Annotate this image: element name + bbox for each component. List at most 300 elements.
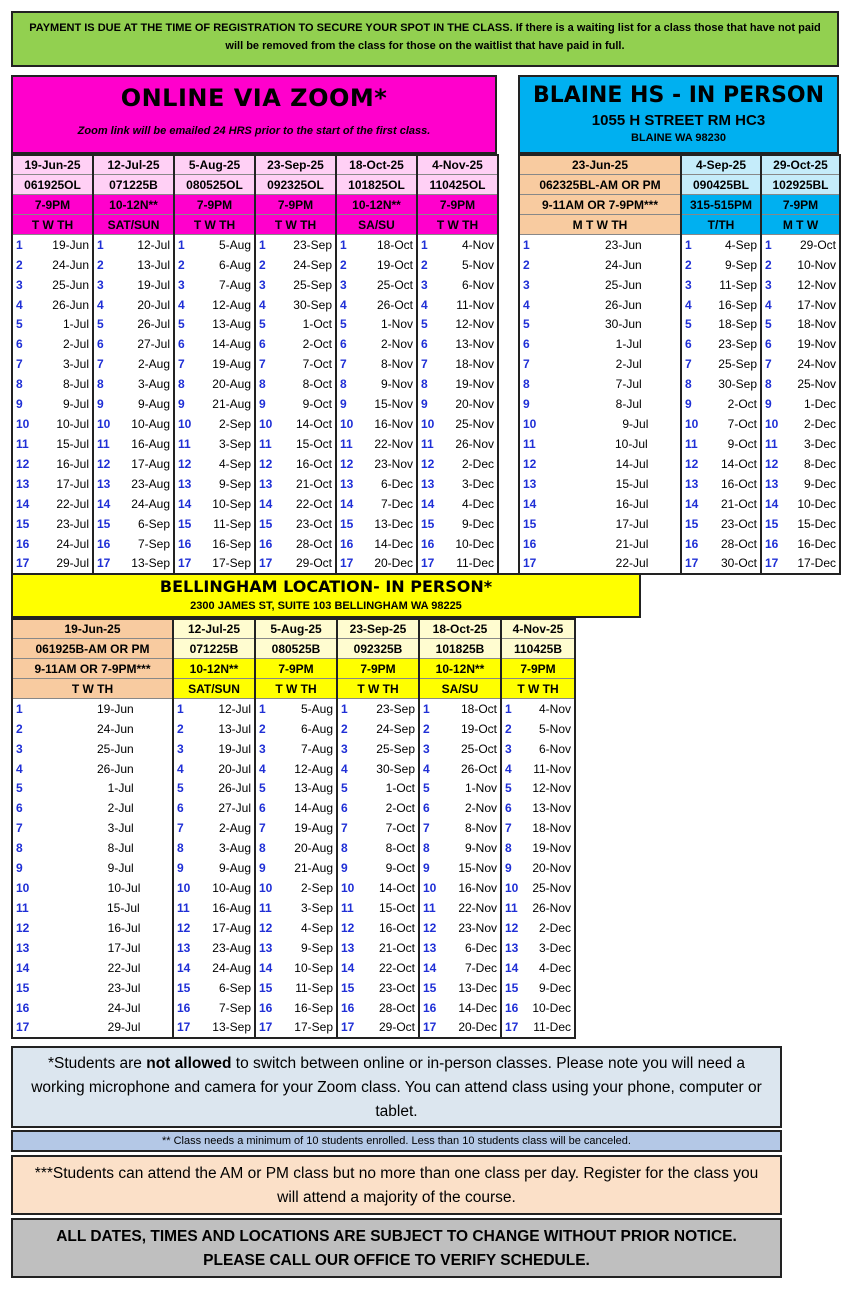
session-number: 9 <box>259 397 266 412</box>
session-cell <box>417 414 498 434</box>
session-number: 15 <box>177 980 191 995</box>
session-date: 9-Nov <box>380 377 413 392</box>
session-date: 16-Nov <box>374 417 413 432</box>
session-date: 7-Oct <box>727 417 757 432</box>
session-date: 3-Dec <box>538 940 571 955</box>
session-number: 12 <box>177 921 191 936</box>
session-date: 9-Sep <box>300 940 333 955</box>
session-number: 14 <box>505 960 519 975</box>
session-date: 30-Sep <box>718 377 757 392</box>
session-date: 11-Nov <box>456 297 494 312</box>
session-cell <box>501 798 575 818</box>
session-cell <box>337 878 419 898</box>
table-row <box>519 374 840 394</box>
session-date: 3-Sep <box>218 437 251 452</box>
session-number: 13 <box>259 476 273 491</box>
session-date: 3-Aug <box>218 841 251 856</box>
session-date: 19-Nov <box>455 377 494 392</box>
session-date: 9-Oct <box>302 397 332 412</box>
session-date: 13-Aug <box>212 317 251 332</box>
session-date: 15-Dec <box>797 516 836 531</box>
session-date: 16-Jul <box>56 457 89 472</box>
session-date: 13-Sep <box>212 1020 251 1035</box>
session-number: 15 <box>423 980 437 995</box>
session-number: 5 <box>523 317 530 332</box>
session-cell <box>337 759 419 779</box>
session-number: 8 <box>505 841 512 856</box>
session-cell <box>173 878 255 898</box>
session-cell <box>255 739 337 759</box>
session-number: 17 <box>16 556 30 571</box>
session-number: 12 <box>421 457 435 472</box>
session-number: 1 <box>16 701 23 716</box>
session-date: 4-Sep <box>724 237 757 252</box>
session-cell <box>519 374 681 394</box>
session-cell <box>174 334 255 354</box>
session-date: 7-Sep <box>137 536 170 551</box>
session-cell <box>255 878 337 898</box>
session-number: 7 <box>685 357 692 372</box>
session-cell <box>336 494 417 514</box>
session-number: 14 <box>177 960 191 975</box>
session-date: 1-Nov <box>380 317 413 332</box>
session-cell <box>417 474 498 494</box>
session-cell <box>519 414 681 434</box>
session-date: 7-Oct <box>385 821 415 836</box>
session-date: 16-Dec <box>797 536 836 551</box>
session-number: 4 <box>423 761 430 776</box>
session-number: 1 <box>178 237 185 252</box>
session-number: 1 <box>765 237 772 252</box>
session-number: 6 <box>16 801 23 816</box>
column-header-code: 080525B <box>255 639 337 659</box>
column-header-start: 19-Jun-25 <box>12 155 93 175</box>
session-number: 17 <box>178 556 192 571</box>
session-number: 7 <box>341 821 348 836</box>
table-row <box>12 394 498 414</box>
column-header-start: 23-Sep-25 <box>255 155 336 175</box>
session-date: 3-Dec <box>803 437 836 452</box>
session-date: 22-Jul <box>107 960 141 975</box>
session-date: 25-Nov <box>455 417 494 432</box>
session-number: 10 <box>259 417 273 432</box>
session-number: 1 <box>177 701 184 716</box>
session-cell <box>336 474 417 494</box>
session-cell <box>174 354 255 374</box>
session-cell <box>174 394 255 414</box>
session-date: 2-Sep <box>300 881 333 896</box>
session-cell <box>501 1018 575 1038</box>
session-number: 9 <box>505 861 512 876</box>
session-cell <box>419 739 501 759</box>
column-header-time: 10-12N** <box>336 195 417 215</box>
session-date: 6-Nov <box>461 277 494 292</box>
table-row <box>12 898 575 918</box>
bellingham-section-header <box>11 573 641 618</box>
session-date: 16-Sep <box>294 1000 333 1015</box>
session-date: 29-Oct <box>295 556 332 571</box>
session-date: 23-Oct <box>720 516 757 531</box>
session-cell <box>255 494 336 514</box>
blaine-address: 1055 H STREET RM HC3 <box>591 112 766 129</box>
session-number: 14 <box>523 496 537 511</box>
session-number: 15 <box>340 516 354 531</box>
session-date: 24-Sep <box>293 257 332 272</box>
session-date: 2-Aug <box>218 821 251 836</box>
table-row <box>12 374 498 394</box>
session-date: 7-Jul <box>615 377 642 392</box>
session-number: 17 <box>423 1020 437 1035</box>
session-date: 1-Oct <box>302 317 332 332</box>
column-header-start: 12-Jul-25 <box>173 619 255 639</box>
session-number: 7 <box>16 821 23 836</box>
session-date: 25-Jun <box>96 741 134 756</box>
session-date: 27-Jul <box>218 801 251 816</box>
session-number: 4 <box>341 761 348 776</box>
session-number: 7 <box>765 357 772 372</box>
column-header-start: 5-Aug-25 <box>255 619 337 639</box>
session-date: 4-Dec <box>538 960 571 975</box>
session-cell <box>12 474 93 494</box>
session-cell <box>174 374 255 394</box>
session-cell <box>419 838 501 858</box>
session-date: 14-Aug <box>294 801 333 816</box>
session-date: 24-Jul <box>107 1000 141 1015</box>
session-date: 5-Aug <box>300 701 333 716</box>
table-row <box>519 295 840 315</box>
session-date: 9-Oct <box>727 437 757 452</box>
session-cell <box>519 295 681 315</box>
session-date: 10-Jul <box>107 881 141 896</box>
session-number: 5 <box>685 317 692 332</box>
session-number: 9 <box>340 397 347 412</box>
session-cell <box>173 798 255 818</box>
session-number: 14 <box>16 960 30 975</box>
session-cell <box>12 978 173 998</box>
session-number: 11 <box>685 437 698 452</box>
session-date: 19-Jun <box>52 237 89 252</box>
session-date: 26-Nov <box>532 901 571 916</box>
session-date: 23-Sep <box>376 701 415 716</box>
table-row <box>12 759 575 779</box>
column-header-start: 4-Sep-25 <box>681 155 761 175</box>
session-number: 7 <box>177 821 184 836</box>
session-number: 9 <box>178 397 185 412</box>
session-cell <box>501 998 575 1018</box>
session-number: 2 <box>259 257 266 272</box>
session-cell <box>173 978 255 998</box>
bellingham-schedule-table <box>11 618 576 1039</box>
session-number: 9 <box>421 397 428 412</box>
session-number: 6 <box>421 337 428 352</box>
session-cell <box>93 374 174 394</box>
session-cell <box>501 878 575 898</box>
session-cell <box>255 759 337 779</box>
session-cell <box>419 958 501 978</box>
session-number: 5 <box>423 781 430 796</box>
session-number: 16 <box>765 536 779 551</box>
column-header-code: 092325OL <box>255 175 336 195</box>
session-cell <box>519 534 681 554</box>
session-date: 11-Dec <box>456 556 494 571</box>
session-date: 4-Dec <box>461 496 494 511</box>
column-header-days: T W TH <box>255 679 337 699</box>
session-cell <box>93 354 174 374</box>
session-number: 3 <box>177 741 184 756</box>
session-cell <box>419 878 501 898</box>
table-row <box>519 534 840 554</box>
session-number: 15 <box>341 980 355 995</box>
session-number: 9 <box>259 861 266 876</box>
session-number: 5 <box>421 317 428 332</box>
session-number: 10 <box>178 417 192 432</box>
session-number: 8 <box>421 377 428 392</box>
session-cell <box>174 255 255 275</box>
session-cell <box>255 434 336 454</box>
session-cell <box>12 798 173 818</box>
session-date: 26-Jul <box>218 781 251 796</box>
session-number: 9 <box>16 861 23 876</box>
table-row <box>12 958 575 978</box>
column-header-code: 101825OL <box>336 175 417 195</box>
bellingham-address: 2300 JAMES ST, SUITE 103 BELLINGHAM WA 98225 <box>190 600 462 612</box>
session-date: 25-Sep <box>376 741 415 756</box>
session-number: 3 <box>16 741 23 756</box>
table-row <box>12 315 498 335</box>
session-cell <box>255 998 337 1018</box>
session-cell <box>173 838 255 858</box>
session-number: 11 <box>259 437 272 452</box>
session-date: 5-Nov <box>461 257 494 272</box>
column-header-code: 092325B <box>337 639 419 659</box>
session-cell <box>173 779 255 799</box>
session-date: 13-Dec <box>374 516 413 531</box>
session-date: 22-Jul <box>615 556 649 571</box>
session-cell <box>255 315 336 335</box>
session-cell <box>417 275 498 295</box>
session-cell <box>519 474 681 494</box>
session-cell <box>419 1018 501 1038</box>
session-cell <box>337 938 419 958</box>
session-cell <box>12 534 93 554</box>
session-date: 11-Sep <box>213 516 251 531</box>
session-date: 12-Jul <box>218 701 251 716</box>
column-header-code: 080525OL <box>174 175 255 195</box>
session-date: 13-Aug <box>294 781 333 796</box>
session-date: 14-Oct <box>295 417 332 432</box>
session-date: 12-Nov <box>532 781 571 796</box>
table-row <box>12 818 575 838</box>
session-number: 9 <box>97 397 104 412</box>
session-number: 11 <box>97 437 110 452</box>
session-number: 12 <box>340 457 354 472</box>
session-cell <box>419 918 501 938</box>
session-cell <box>12 838 173 858</box>
session-number: 16 <box>340 536 354 551</box>
session-cell <box>336 394 417 414</box>
session-number: 8 <box>97 377 104 392</box>
table-row <box>12 454 498 474</box>
session-date: 24-Nov <box>797 357 836 372</box>
session-date: 25-Nov <box>797 377 836 392</box>
session-number: 12 <box>765 457 779 472</box>
session-date: 13-Jul <box>218 721 251 736</box>
session-date: 18-Sep <box>718 317 757 332</box>
session-cell <box>417 295 498 315</box>
session-date: 9-Aug <box>137 397 170 412</box>
online-section-header <box>11 75 497 154</box>
session-cell <box>501 719 575 739</box>
session-date: 20-Nov <box>532 861 571 876</box>
session-number: 15 <box>259 516 273 531</box>
session-cell <box>255 534 336 554</box>
session-number: 12 <box>341 921 355 936</box>
session-cell <box>255 235 336 255</box>
session-cell <box>255 295 336 315</box>
session-date: 8-Jul <box>62 377 89 392</box>
session-cell <box>255 818 337 838</box>
session-cell <box>417 494 498 514</box>
session-number: 2 <box>16 721 23 736</box>
session-number: 7 <box>97 357 104 372</box>
session-number: 10 <box>177 881 191 896</box>
session-date: 24-Sep <box>376 721 415 736</box>
session-date: 9-Jul <box>107 861 134 876</box>
session-cell <box>417 554 498 574</box>
session-date: 30-Oct <box>720 556 757 571</box>
session-cell <box>761 354 840 374</box>
session-number: 6 <box>259 337 266 352</box>
session-cell <box>501 938 575 958</box>
session-date: 3-Dec <box>461 476 494 491</box>
session-date: 26-Jul <box>137 317 170 332</box>
column-header-time: 9-11AM OR 7-9PM*** <box>12 659 173 679</box>
session-date: 14-Jul <box>615 457 649 472</box>
session-cell <box>337 699 419 719</box>
session-date: 26-Oct <box>376 297 413 312</box>
session-cell <box>519 494 681 514</box>
session-number: 11 <box>341 901 354 916</box>
session-number: 6 <box>523 337 530 352</box>
session-cell <box>173 739 255 759</box>
session-number: 8 <box>341 841 348 856</box>
table-row <box>12 514 498 534</box>
session-number: 10 <box>765 417 779 432</box>
session-number: 9 <box>177 861 184 876</box>
session-number: 1 <box>259 237 266 252</box>
session-number: 12 <box>16 921 30 936</box>
session-cell <box>761 255 840 275</box>
session-date: 18-Oct <box>376 237 413 252</box>
session-cell <box>417 534 498 554</box>
session-date: 18-Nov <box>797 317 836 332</box>
session-number: 3 <box>421 277 428 292</box>
session-number: 16 <box>259 1000 273 1015</box>
session-date: 15-Oct <box>295 437 332 452</box>
session-date: 3-Jul <box>62 357 89 372</box>
column-header-start: 29-Oct-25 <box>761 155 840 175</box>
session-cell <box>12 514 93 534</box>
session-cell <box>255 474 336 494</box>
blaine-section-header <box>518 75 839 154</box>
table-row <box>12 978 575 998</box>
session-number: 11 <box>421 437 434 452</box>
session-cell <box>337 798 419 818</box>
session-cell <box>681 434 761 454</box>
session-number: 5 <box>177 781 184 796</box>
session-cell <box>419 779 501 799</box>
session-number: 8 <box>177 841 184 856</box>
session-cell <box>681 235 761 255</box>
session-number: 16 <box>505 1000 519 1015</box>
session-cell <box>12 235 93 255</box>
session-number: 13 <box>340 476 354 491</box>
session-date: 22-Nov <box>458 901 497 916</box>
session-date: 2-Dec <box>803 417 836 432</box>
session-date: 19-Nov <box>532 841 571 856</box>
table-row <box>12 1018 575 1038</box>
session-cell <box>337 958 419 978</box>
session-number: 15 <box>505 980 519 995</box>
session-date: 2-Dec <box>538 921 571 936</box>
session-date: 15-Nov <box>374 397 413 412</box>
session-number: 5 <box>341 781 348 796</box>
session-number: 4 <box>685 297 692 312</box>
table-row <box>12 275 498 295</box>
session-date: 15-Nov <box>458 861 497 876</box>
session-cell <box>761 235 840 255</box>
session-date: 17-Sep <box>212 556 251 571</box>
session-number: 11 <box>523 437 536 452</box>
session-number: 14 <box>16 496 30 511</box>
table-row <box>519 414 840 434</box>
session-cell <box>174 554 255 574</box>
session-cell <box>173 699 255 719</box>
session-date: 7-Sep <box>218 1000 251 1015</box>
session-number: 8 <box>685 377 692 392</box>
session-cell <box>93 394 174 414</box>
session-cell <box>761 514 840 534</box>
session-date: 18-Nov <box>532 821 571 836</box>
session-cell <box>173 858 255 878</box>
column-header-start: 5-Aug-25 <box>174 155 255 175</box>
session-date: 17-Jul <box>107 940 141 955</box>
online-subtitle: Zoom link will be emailed 24 HRS prior to the start of the first class. <box>77 125 431 137</box>
session-date: 20-Jul <box>218 761 251 776</box>
session-cell <box>93 414 174 434</box>
session-cell <box>93 334 174 354</box>
session-number: 11 <box>16 901 29 916</box>
session-cell <box>174 434 255 454</box>
session-cell <box>255 918 337 938</box>
session-date: 17-Jul <box>56 476 89 491</box>
session-number: 12 <box>259 457 273 472</box>
session-cell <box>417 315 498 335</box>
session-cell <box>93 275 174 295</box>
table-row <box>519 554 840 574</box>
session-cell <box>501 838 575 858</box>
session-number: 11 <box>177 901 190 916</box>
session-date: 23-Nov <box>458 921 497 936</box>
session-cell <box>255 354 336 374</box>
session-date: 4-Sep <box>300 921 333 936</box>
notice-line-1: ALL DATES, TIMES AND LOCATIONS ARE SUBJECT TO CHANGE WITHOUT PRIOR NOTICE. <box>56 1228 737 1245</box>
session-date: 25-Nov <box>532 881 571 896</box>
session-date: 21-Oct <box>720 496 757 511</box>
session-number: 10 <box>505 881 519 896</box>
session-number: 14 <box>341 960 355 975</box>
session-cell <box>417 334 498 354</box>
